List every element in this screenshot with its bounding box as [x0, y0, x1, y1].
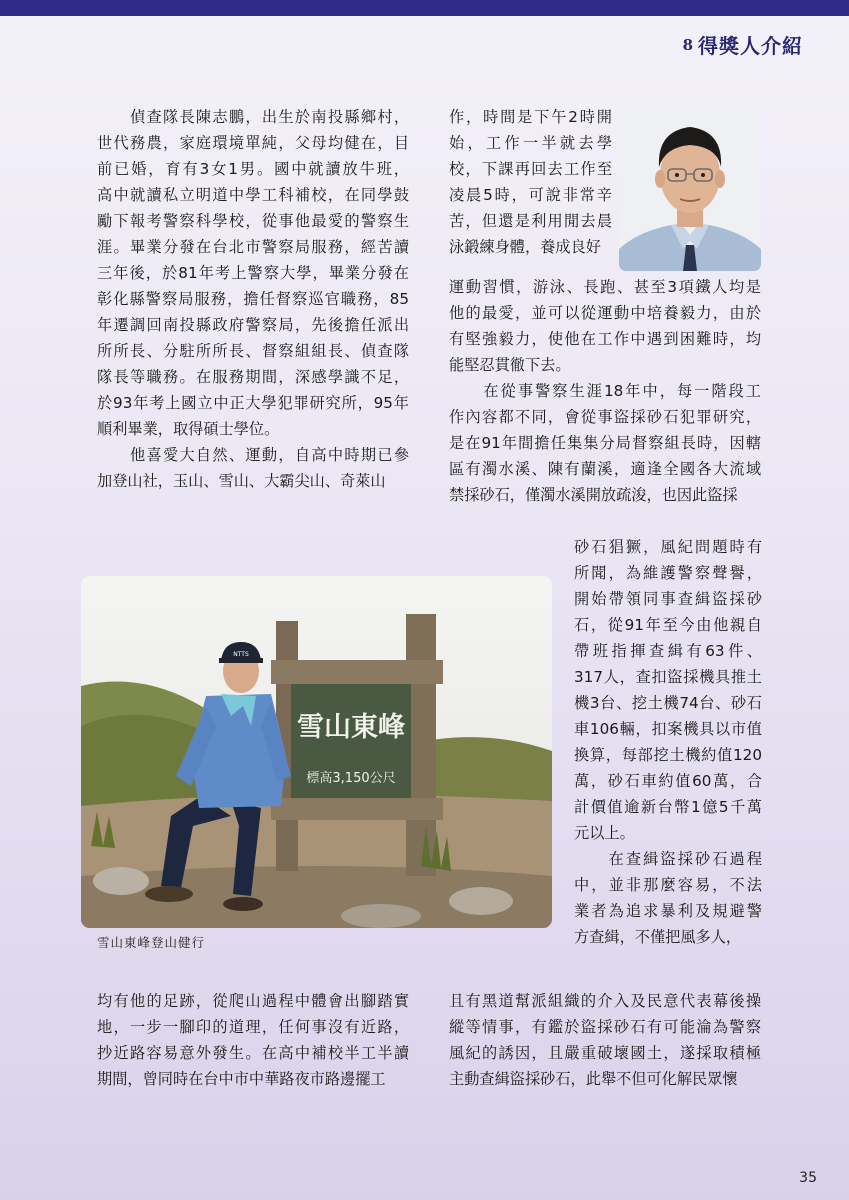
text-line: 他的最愛，並可以從運動中培養毅力，由於	[449, 304, 761, 322]
text-line: 元以上。	[574, 824, 635, 842]
text-line: 加登山社，玉山、雪山、大霸尖山、奇萊山	[97, 472, 386, 490]
text-line: 萬，砂石車約值60萬，合	[574, 772, 762, 790]
text-line: 運動習慣，游泳、長跑、甚至3項鐵人均是	[449, 278, 761, 296]
text-line: 計價值逾新台幣1億5千萬	[574, 798, 762, 816]
text-line: 高中就讀私立明道中學工科補校，在同學鼓	[97, 186, 409, 204]
section-title-text: 得獎人介紹	[698, 34, 803, 58]
text-line: 凌晨5時，可說非常辛	[449, 186, 612, 204]
text-line: 彰化縣警察局服務，擔任督察巡官職務，85	[97, 290, 409, 308]
text-line: 禁採砂石，僅濁水溪開放疏浚，也因此盜採	[449, 486, 738, 504]
body-text-right-narrow	[449, 104, 612, 260]
section-title	[683, 30, 803, 59]
text-line: 始，工作一半就去學	[449, 134, 612, 152]
text-line: 業者為追求暴利及規避警	[574, 902, 762, 920]
sign-title-text: 雪山東峰	[297, 712, 405, 743]
top-bar	[0, 0, 849, 16]
text-line: 在查緝盜採砂石過程	[574, 850, 762, 868]
body-text-right-beside-photo	[574, 534, 762, 950]
text-line: 車106輛，扣案機具以市值	[574, 720, 762, 738]
text-line: 苦，但還是利用閒去晨	[449, 212, 612, 230]
text-line: 區有濁水溪、陳有蘭溪，適逢全國各大流域	[449, 460, 761, 478]
portrait-photo	[619, 109, 761, 271]
text-line: 風紀的誘因，且嚴重破壞國土，遂採取積極	[449, 1044, 761, 1062]
text-line: 石，從91年至今由他親自	[574, 616, 762, 634]
text-line: 年遷調回南投縣政府警察局，先後擔任派出	[97, 316, 409, 334]
text-line: 隊長等職務。在服務期間，深感學識不足，	[97, 368, 409, 386]
text-line: 抄近路容易意外發生。在高中補校半工半讀	[97, 1044, 409, 1062]
text-line: 方查緝，不僅把風多人，	[574, 928, 742, 946]
text-line: 偵查隊長陳志鵬，出生於南投縣鄉村，	[97, 108, 409, 126]
text-line: 於93年考上國立中正大學犯罪研究所，95年	[97, 394, 409, 412]
body-text-left-top	[97, 104, 409, 494]
text-line: 期間，曾同時在台中市中華路夜市路邊擺工	[97, 1070, 386, 1088]
text-line: 開始帶領同事查緝盜採砂	[574, 590, 762, 608]
text-line: 能堅忍貫徹下去。	[449, 356, 571, 374]
text-line: 砂石猖獗，風紀問題時有	[574, 538, 762, 556]
text-line: 縱等情事，有鑑於盜採砂石有可能淪為警察	[449, 1018, 761, 1036]
text-line: 勵下報考警察科學校，從事他最愛的警察生	[97, 212, 409, 230]
text-line: 他喜愛大自然、運動，自高中時期已參	[97, 446, 409, 464]
text-line: 順利畢業，取得碩士學位。	[97, 420, 280, 438]
sign-altitude-text: 標高3,150公尺	[306, 771, 396, 786]
text-line: 換算，每部挖土機約值120	[574, 746, 762, 764]
text-line: 涯。畢業分發在台北市警察局服務，經苦讀	[97, 238, 409, 256]
text-line: 有堅強毅力，使他在工作中遇到困難時，均	[449, 330, 761, 348]
cap-text: NTTS	[233, 651, 249, 658]
text-line: 均有他的足跡，從爬山過程中體會出腳踏實	[97, 992, 409, 1010]
hiking-photo	[81, 576, 552, 928]
text-line: 作內容都不同，會從事盜採砂石犯罪研究，	[449, 408, 761, 426]
text-line: 是在91年間擔任集集分局督察組長時，因轄	[449, 434, 761, 452]
body-text-right-bottom	[449, 988, 761, 1092]
text-line: 中，並非那麼容易，不法	[574, 876, 762, 894]
page-number: 35	[799, 1170, 817, 1186]
body-text-right-middle	[449, 274, 761, 508]
text-line: 帶班指揮查緝有63件、	[574, 642, 762, 660]
text-line: 世代務農，家庭環境單純，父母均健在，目	[97, 134, 409, 152]
text-line: 三年後，於81年考上警察大學，畢業分發在	[97, 264, 409, 282]
text-line: 所聞，為維護警察聲譽，	[574, 564, 762, 582]
text-line: 所所長、分駐所所長、督察組組長、偵查隊	[97, 342, 409, 360]
body-text-left-bottom	[97, 988, 409, 1092]
text-line: 且有黑道幫派組織的介入及民意代表幕後操	[449, 992, 761, 1010]
text-line: 作，時間是下午2時開	[449, 108, 612, 126]
text-line: 在從事警察生涯18年中，每一階段工	[449, 382, 761, 400]
text-line: 校，下課再回去工作至	[449, 160, 612, 178]
text-line: 317人，查扣盜採機具推土	[574, 668, 762, 686]
section-bullet-icon: 8	[682, 35, 694, 54]
text-line: 地，一步一腳印的道理，任何事沒有近路，	[97, 1018, 409, 1036]
text-line: 機3台、挖土機74台、砂石	[574, 694, 762, 712]
text-line: 泳鍛練身體，養成良好	[449, 238, 601, 256]
photo-caption: 雪山東峰登山健行	[97, 935, 206, 950]
text-line: 前已婚，育有3女1男。國中就讀放牛班，	[97, 160, 409, 178]
text-line: 主動查緝盜採砂石，此舉不但可化解民眾懷	[449, 1070, 738, 1088]
